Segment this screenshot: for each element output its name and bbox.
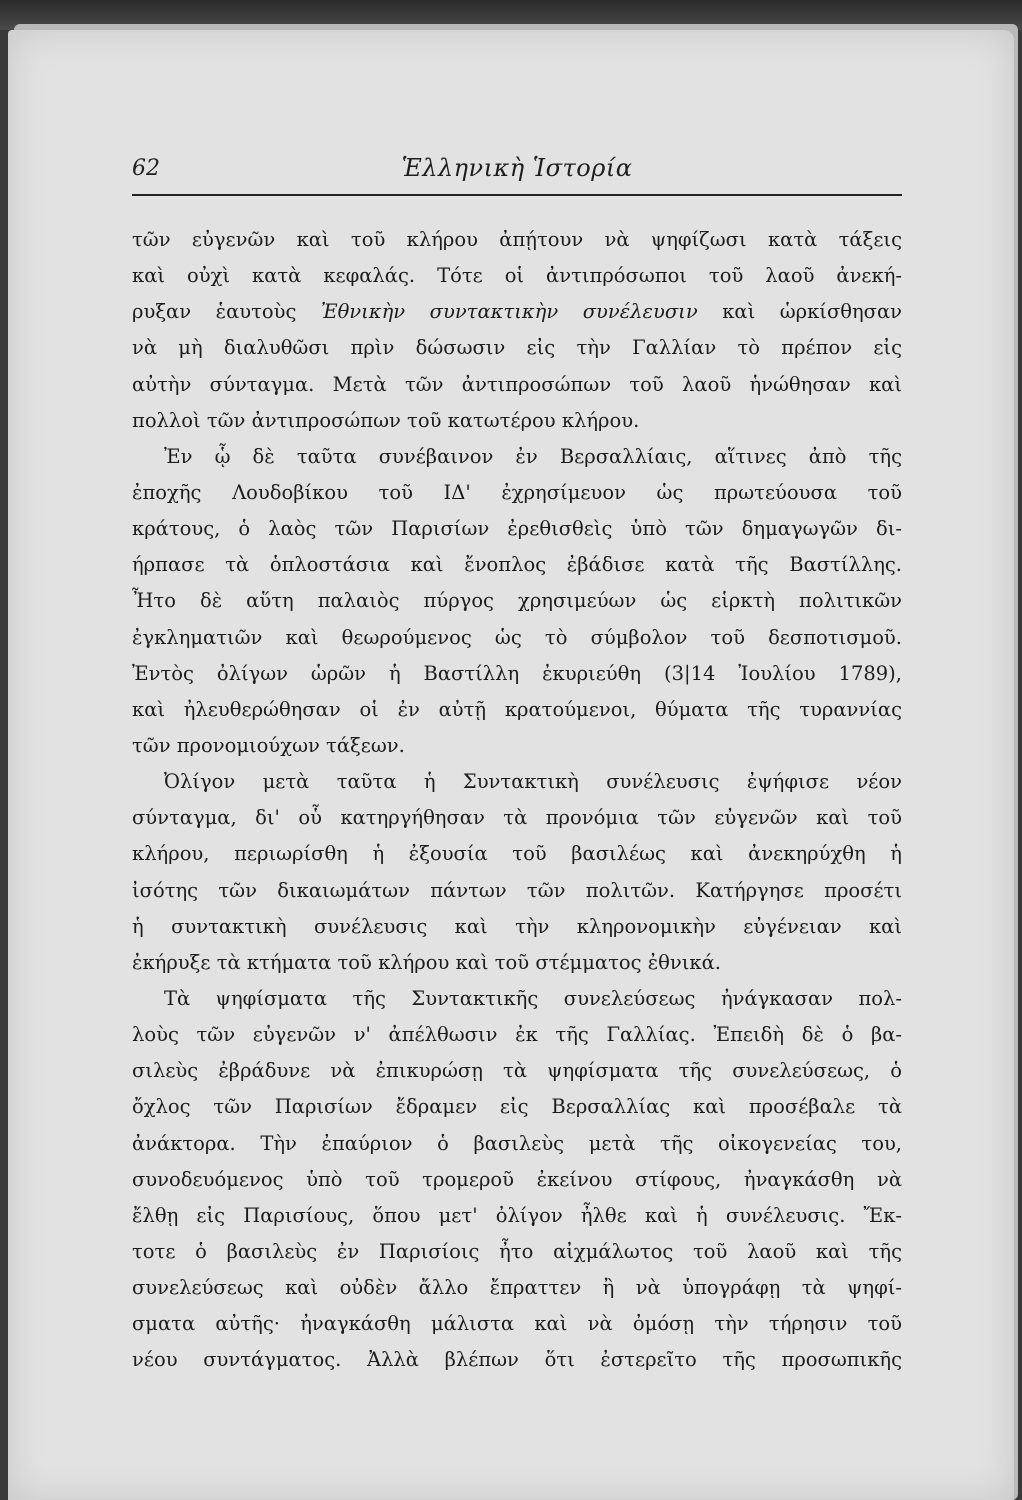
emphasized-term: Ἐθνικὴν συντακτικὴν συνέλευσιν xyxy=(320,300,698,324)
text-line: Ἐντὸς ὀλίγων ὡρῶν ἡ Βαστίλλη ἐκυριεύθη (3|14 Ἰουλίου 1789), xyxy=(132,661,902,685)
text-line: ἡ συντακτικὴ συνέλευσις καὶ τὴν κληρονομικὴν εὐγένειαν καὶ xyxy=(132,914,902,938)
body-text xyxy=(132,222,902,1379)
text-line: ἐποχῆς Λουδοβίκου τοῦ ΙΔ' ἐχρησίμευον ὡς πρωτεύουσα τοῦ xyxy=(132,480,902,504)
text-line: συνελεύσεως καὶ οὐδὲν ἄλλο ἔπραττεν ἢ νὰ ὑπογράφῃ τὰ ψηφί- xyxy=(132,1276,902,1300)
text-line: ἐκήρυξε τὰ κτήματα τοῦ κλήρου καὶ τοῦ στέμματος ἐθνικά. xyxy=(132,950,721,974)
paragraph-first-line: Τὰ ψηφίσματα τῆς Συντακτικῆς συνελεύσεως ἠνάγκασαν πολ- xyxy=(164,986,902,1010)
text-line: ὄχλος τῶν Παρισίων ἔδραμεν εἰς Βερσαλλίας καὶ προσέβαλε τὰ xyxy=(132,1095,902,1119)
text-line: ήρπασε τὰ ὁπλοστάσια καὶ ἔνοπλος ἐβάδισε κατὰ τῆς Βαστίλλης. xyxy=(132,553,902,577)
text-line: νὰ μὴ διαλυθῶσι πρὶν δώσωσιν εἰς τὴν Γαλλίαν τὸ πρέπον εἰς xyxy=(132,336,902,360)
text-line: τοτε ὁ βασιλεὺς ἐν Παρισίοις ἦτο αἰχμάλωτος τοῦ λαοῦ καὶ τῆς xyxy=(132,1239,902,1263)
paragraph-first-line: Ὀλίγον μετὰ ταῦτα ἡ Συντακτικὴ συνέλευσις ἐψήφισε νέον xyxy=(164,770,902,794)
text-segment: ρυξαν ἑαυτοὺς xyxy=(132,300,297,324)
text-line: καὶ ἠλευθερώθησαν οἱ ἐν αὐτῇ κρατούμενοι, θύματα τῆς τυραννίας xyxy=(132,697,902,721)
text-line: ἔλθῃ εἰς Παρισίους, ὅπου μετ' ὀλίγον ἦλθε καὶ ἡ συνέλευσις. Ἔκ- xyxy=(132,1203,902,1227)
text-line: Ἦτο δὲ αὕτη παλαιὸς πύργος χρησιμεύων ὡς εἱρκτὴ πολιτικῶν xyxy=(132,589,902,613)
page-number: 62 xyxy=(132,156,160,181)
text-line-with-emphasis xyxy=(132,294,902,330)
text-line: αὐτὴν σύνταγμα. Μετὰ τῶν ἀντιπροσώπων τοῦ λαοῦ ἡνώθησαν καὶ xyxy=(132,372,902,396)
text-line: κλήρου, περιωρίσθη ἡ ἐξουσία τοῦ βασιλέως καὶ ἀνεκηρύχθη ἡ xyxy=(132,842,902,866)
text-line: συνοδευόμενος ὑπὸ τοῦ τρομεροῦ ἐκείνου στίφους, ἠναγκάσθη νὰ xyxy=(132,1167,902,1191)
text-line: τῶν εὐγενῶν καὶ τοῦ κλήρου ἀπῄτουν νὰ ψηφίζωσι κατὰ τάξεις xyxy=(132,228,902,251)
running-title: Ἑλληνικὴ Ἱστορία xyxy=(401,154,633,182)
paragraph-first-line: Ἐν ᾧ δὲ ταῦτα συνέβαινον ἐν Βερσαλλίαις, αἵτινες ἀπὸ τῆς xyxy=(164,444,902,468)
text-line: καὶ οὐχὶ κατὰ κεφαλάς. Τότε οἱ ἀντιπρόσωποι τοῦ λαοῦ ἀνεκή- xyxy=(132,264,902,288)
text-line: τῶν προνομιούχων τάξεων. xyxy=(132,733,405,757)
text-line: σιλεὺς ἐβράδυνε νὰ ἐπικυρώσῃ τὰ ψηφίσματα τῆς συνελεύσεως, ὁ xyxy=(132,1059,902,1083)
text-line: λοὺς τῶν εὐγενῶν ν' ἀπέλθωσιν ἐκ τῆς Γαλλίας. Ἐπειδὴ δὲ ὁ βα- xyxy=(132,1023,902,1047)
text-line: ἐγκληματιῶν καὶ θεωρούμενος ὡς τὸ σύμβολον τοῦ δεσποτισμοῦ. xyxy=(132,625,902,649)
text-line: ἀνάκτορα. Τὴν ἐπαύριον ὁ βασιλεὺς μετὰ τῆς οἰκογενείας του, xyxy=(132,1131,902,1155)
text-segment: καὶ ὡρκίσθησαν xyxy=(722,300,902,324)
text-line: κράτους, ὁ λαὸς τῶν Παρισίων ἐρεθισθεὶς ὑπὸ τῶν δημαγωγῶν δι- xyxy=(132,517,902,541)
page-header xyxy=(132,150,902,196)
text-line: σύνταγμα, δι' οὗ κατηργήθησαν τὰ προνόμια τῶν εὐγενῶν καὶ τοῦ xyxy=(132,806,902,830)
text-line: πολλοὶ τῶν ἀντιπροσώπων τοῦ κατωτέρου κλήρου. xyxy=(132,408,640,432)
text-line: νέου συντάγματος. Ἀλλὰ βλέπων ὅτι ἐστερεῖτο τῆς προσωπικῆς xyxy=(132,1348,902,1372)
text-line: σματα αὐτῆς· ἠναγκάσθη μάλιστα καὶ νὰ ὀμόσῃ τὴν τήρησιν τοῦ xyxy=(132,1312,902,1336)
text-line: ἰσότης τῶν δικαιωμάτων πάντων τῶν πολιτῶν. Κατήργησε προσέτι xyxy=(132,878,902,902)
